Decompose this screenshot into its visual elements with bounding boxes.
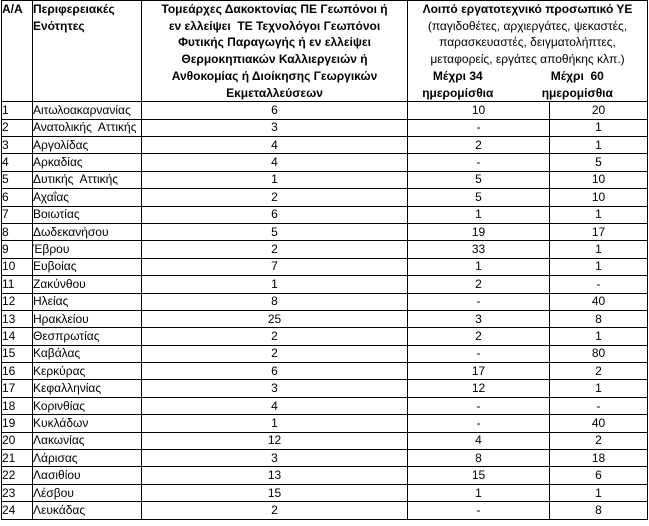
regional-unit-cell: Δωδεκανήσου bbox=[33, 223, 142, 240]
table-row bbox=[2, 293, 648, 310]
table-row bbox=[2, 415, 648, 432]
upto-34-days-cell: 1 bbox=[408, 258, 550, 275]
upto-60-days-cell: 40 bbox=[550, 293, 648, 310]
upto-60-days-cell: 2 bbox=[550, 363, 648, 380]
table-row bbox=[2, 223, 648, 240]
table-body bbox=[2, 102, 648, 519]
table-row bbox=[2, 137, 648, 154]
header-row bbox=[2, 1, 648, 102]
regional-unit-cell: Αχαΐας bbox=[33, 189, 142, 206]
row-number-cell: 8 bbox=[2, 223, 33, 240]
row-number-cell: 10 bbox=[2, 258, 33, 275]
upto-60-days-cell: 1 bbox=[550, 241, 648, 258]
table-row bbox=[2, 171, 648, 188]
supervisors-count-cell: 8 bbox=[142, 293, 408, 310]
table-row bbox=[2, 484, 648, 501]
supervisors-count-cell: 1 bbox=[142, 276, 408, 293]
regional-unit-cell: Λακωνίας bbox=[33, 432, 142, 449]
table-row bbox=[2, 467, 648, 484]
upto-34-days-cell: 2 bbox=[408, 276, 550, 293]
header-supervisors-line: Εκμεταλλεύσεων bbox=[226, 85, 323, 100]
row-number-cell: 11 bbox=[2, 276, 33, 293]
header-other-labor-staff bbox=[408, 1, 648, 102]
supervisors-count-cell: 2 bbox=[142, 345, 408, 362]
table-header bbox=[2, 1, 648, 102]
regional-unit-cell: Βοιωτίας bbox=[33, 206, 142, 223]
table-row bbox=[2, 397, 648, 414]
supervisors-count-cell: 6 bbox=[142, 363, 408, 380]
regional-unit-cell: Ηρακλείου bbox=[33, 310, 142, 327]
upto-34-days-cell: 1 bbox=[408, 484, 550, 501]
upto-34-days-cell: 12 bbox=[408, 380, 550, 397]
regional-unit-cell: Λέσβου bbox=[33, 484, 142, 501]
upto-34-days-cell: 33 bbox=[408, 241, 550, 258]
upto-34-days-cell: - bbox=[408, 502, 550, 519]
upto-60-days-cell: 17 bbox=[550, 223, 648, 240]
regional-unit-cell: Αρκαδίας bbox=[33, 154, 142, 171]
supervisors-count-cell: 1 bbox=[142, 415, 408, 432]
supervisors-count-cell: 2 bbox=[142, 241, 408, 258]
header-regional-units: Περιφερειακές Ενότητες bbox=[33, 1, 142, 102]
row-number-cell: 22 bbox=[2, 467, 33, 484]
table-row bbox=[2, 189, 648, 206]
supervisors-count-cell: 4 bbox=[142, 397, 408, 414]
supervisors-count-cell: 4 bbox=[142, 137, 408, 154]
upto-34-days-cell: - bbox=[408, 345, 550, 362]
regional-unit-cell: Δυτικής Αττικής bbox=[33, 171, 142, 188]
upto-34-days-cell: 5 bbox=[408, 189, 550, 206]
header-supervisors-line: Φυτικής Παραγωγής ή εν ελλείψει bbox=[178, 35, 371, 50]
regional-unit-cell: Έβρου bbox=[33, 241, 142, 258]
row-number-cell: 20 bbox=[2, 432, 33, 449]
regional-unit-cell: Ηλείας bbox=[33, 293, 142, 310]
table-row bbox=[2, 119, 648, 136]
header-subcolumns bbox=[408, 68, 647, 101]
header-labor-description: παρασκευαστές, δειγματολήπτες, bbox=[439, 35, 616, 50]
supervisors-count-cell: 12 bbox=[142, 432, 408, 449]
header-labor-title: Λοιπό εργατοτεχνικό προσωπικό ΥΕ bbox=[422, 2, 633, 16]
upto-34-days-cell: 3 bbox=[408, 310, 550, 327]
regional-unit-cell: Κυκλάδων bbox=[33, 415, 142, 432]
upto-34-days-cell: - bbox=[408, 154, 550, 171]
row-number-cell: 14 bbox=[2, 328, 33, 345]
regional-unit-cell: Καβάλας bbox=[33, 345, 142, 362]
supervisors-count-cell: 2 bbox=[142, 502, 408, 519]
upto-34-days-cell: - bbox=[408, 119, 550, 136]
table-row bbox=[2, 380, 648, 397]
row-number-cell: 9 bbox=[2, 241, 33, 258]
table-row bbox=[2, 241, 648, 258]
row-number-cell: 7 bbox=[2, 206, 33, 223]
supervisors-count-cell: 7 bbox=[142, 258, 408, 275]
header-row-number: Α/Α bbox=[2, 1, 33, 102]
row-number-cell: 21 bbox=[2, 450, 33, 467]
table-row bbox=[2, 345, 648, 362]
header-upto-60-unit: ημερομίσθια bbox=[541, 85, 613, 100]
upto-60-days-cell: 1 bbox=[550, 380, 648, 397]
supervisors-count-cell: 3 bbox=[142, 380, 408, 397]
table-row bbox=[2, 432, 648, 449]
upto-34-days-cell: 4 bbox=[408, 432, 550, 449]
row-number-cell: 13 bbox=[2, 310, 33, 327]
table-row bbox=[2, 328, 648, 345]
upto-60-days-cell: - bbox=[550, 276, 648, 293]
row-number-cell: 18 bbox=[2, 397, 33, 414]
upto-34-days-cell: 2 bbox=[408, 328, 550, 345]
table-row bbox=[2, 206, 648, 223]
header-supervisors-line: εν ελλείψει ΤΕ Τεχνολόγοι Γεωπόνοι bbox=[168, 18, 381, 33]
row-number-cell: 15 bbox=[2, 345, 33, 362]
supervisors-count-cell: 1 bbox=[142, 171, 408, 188]
row-number-cell: 24 bbox=[2, 502, 33, 519]
upto-60-days-cell: 10 bbox=[550, 171, 648, 188]
regional-unit-cell: Λευκάδας bbox=[33, 502, 142, 519]
row-number-cell: 12 bbox=[2, 293, 33, 310]
staffing-table bbox=[1, 0, 648, 520]
upto-34-days-cell: 5 bbox=[408, 171, 550, 188]
upto-60-days-cell: 1 bbox=[550, 137, 648, 154]
regional-unit-cell: Θεσπρωτίας bbox=[33, 328, 142, 345]
row-number-cell: 4 bbox=[2, 154, 33, 171]
upto-60-days-cell: 2 bbox=[550, 432, 648, 449]
table-row bbox=[2, 258, 648, 275]
upto-34-days-cell: 2 bbox=[408, 137, 550, 154]
upto-60-days-cell: 1 bbox=[550, 119, 648, 136]
table-row bbox=[2, 450, 648, 467]
table-row bbox=[2, 310, 648, 327]
row-number-cell: 1 bbox=[2, 102, 33, 119]
upto-60-days-cell: 1 bbox=[550, 206, 648, 223]
table-row bbox=[2, 154, 648, 171]
upto-34-days-cell: 8 bbox=[408, 450, 550, 467]
regional-unit-cell: Κορινθίας bbox=[33, 397, 142, 414]
upto-34-days-cell: - bbox=[408, 293, 550, 310]
upto-60-days-cell: 1 bbox=[550, 484, 648, 501]
header-upto-60-label: Μέχρι 60 bbox=[550, 68, 604, 83]
table-row bbox=[2, 276, 648, 293]
upto-34-days-cell: 15 bbox=[408, 467, 550, 484]
regional-unit-cell: Κερκύρας bbox=[33, 363, 142, 380]
row-number-cell: 16 bbox=[2, 363, 33, 380]
supervisors-count-cell: 3 bbox=[142, 119, 408, 136]
header-upto-34-unit: ημερομίσθια bbox=[422, 85, 494, 100]
supervisors-count-cell: 13 bbox=[142, 467, 408, 484]
regional-unit-cell: Λάρισας bbox=[33, 450, 142, 467]
supervisors-count-cell: 15 bbox=[142, 484, 408, 501]
supervisors-count-cell: 2 bbox=[142, 189, 408, 206]
supervisors-count-cell: 6 bbox=[142, 206, 408, 223]
row-number-cell: 17 bbox=[2, 380, 33, 397]
upto-34-days-cell: - bbox=[408, 415, 550, 432]
supervisors-count-cell: 5 bbox=[142, 223, 408, 240]
supervisors-count-cell: 4 bbox=[142, 154, 408, 171]
supervisors-count-cell: 2 bbox=[142, 328, 408, 345]
upto-60-days-cell: 6 bbox=[550, 467, 648, 484]
header-supervisors-line: Τομεάρχες Δακοκτονίας ΠΕ Γεωπόνοι ή bbox=[161, 2, 388, 16]
row-number-cell: 19 bbox=[2, 415, 33, 432]
upto-60-days-cell: - bbox=[550, 397, 648, 414]
row-number-cell: 2 bbox=[2, 119, 33, 136]
upto-60-days-cell: 10 bbox=[550, 189, 648, 206]
upto-60-days-cell: 80 bbox=[550, 345, 648, 362]
upto-60-days-cell: 1 bbox=[550, 258, 648, 275]
row-number-cell: 6 bbox=[2, 189, 33, 206]
header-upto-34-days bbox=[408, 68, 508, 101]
upto-60-days-cell: 8 bbox=[550, 310, 648, 327]
regional-unit-cell: Λασιθίου bbox=[33, 467, 142, 484]
header-upto-34-label: Μέχρι 34 bbox=[432, 68, 483, 83]
supervisors-count-cell: 3 bbox=[142, 450, 408, 467]
supervisors-count-cell: 25 bbox=[142, 310, 408, 327]
regional-unit-cell: Ζακύνθου bbox=[33, 276, 142, 293]
regional-unit-cell: Ανατολικής Αττικής bbox=[33, 119, 142, 136]
upto-60-days-cell: 1 bbox=[550, 328, 648, 345]
header-sector-supervisors bbox=[142, 1, 408, 102]
regional-unit-cell: Αργολίδας bbox=[33, 137, 142, 154]
header-upto-60-days bbox=[508, 68, 647, 101]
upto-60-days-cell: 18 bbox=[550, 450, 648, 467]
row-number-cell: 23 bbox=[2, 484, 33, 501]
regional-unit-cell: Κεφαλληνίας bbox=[33, 380, 142, 397]
header-labor-description: μεταφορείς, εργάτες αποθήκης κλπ.) bbox=[430, 52, 625, 67]
table-row bbox=[2, 502, 648, 519]
table-row bbox=[2, 363, 648, 380]
upto-60-days-cell: 40 bbox=[550, 415, 648, 432]
upto-34-days-cell: 19 bbox=[408, 223, 550, 240]
upto-34-days-cell: 10 bbox=[408, 102, 550, 119]
upto-34-days-cell: 17 bbox=[408, 363, 550, 380]
table-row bbox=[2, 102, 648, 119]
row-number-cell: 5 bbox=[2, 171, 33, 188]
header-supervisors-line: Ανθοκομίας ή Διοίκησης Γεωργικών bbox=[171, 68, 378, 83]
upto-34-days-cell: - bbox=[408, 397, 550, 414]
upto-60-days-cell: 5 bbox=[550, 154, 648, 171]
upto-34-days-cell: 1 bbox=[408, 206, 550, 223]
upto-60-days-cell: 20 bbox=[550, 102, 648, 119]
supervisors-count-cell: 6 bbox=[142, 102, 408, 119]
regional-unit-cell: Αιτωλοακαρνανίας bbox=[33, 102, 142, 119]
row-number-cell: 3 bbox=[2, 137, 33, 154]
regional-unit-cell: Ευβοίας bbox=[33, 258, 142, 275]
upto-60-days-cell: 8 bbox=[550, 502, 648, 519]
header-labor-description: (παγιδοθέτες, αρχιεργάτες, ψεκαστές, bbox=[427, 18, 628, 33]
header-supervisors-line: Θερμοκηπιακών Καλλιεργειών ή bbox=[181, 52, 368, 67]
